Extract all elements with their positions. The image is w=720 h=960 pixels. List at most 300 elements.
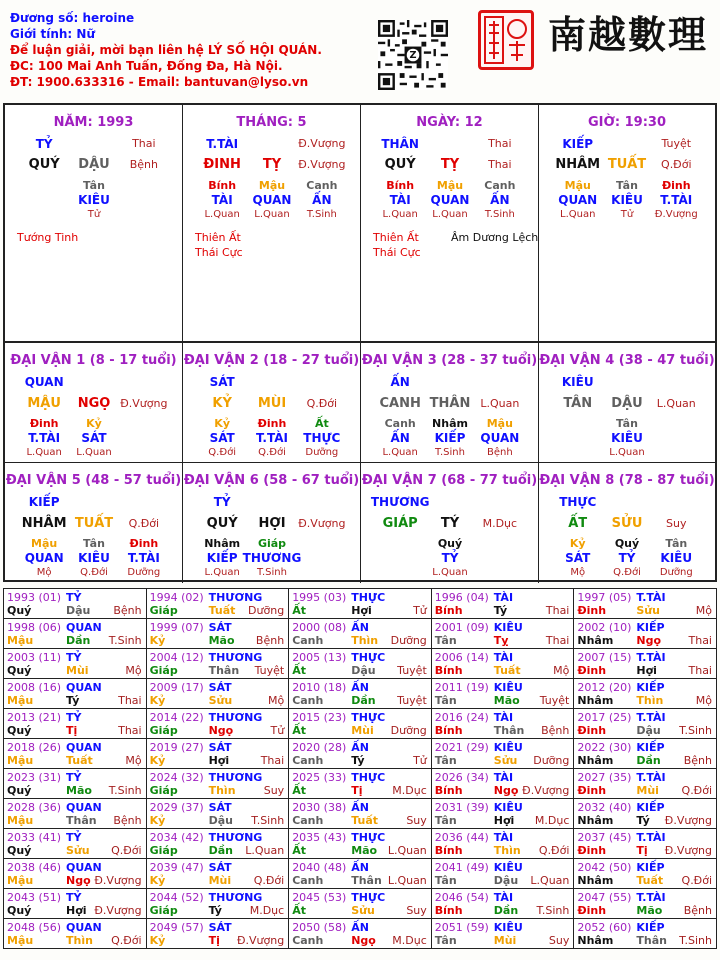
- year-stem: Nhâm: [577, 814, 614, 827]
- year-cell: [146, 739, 289, 769]
- hidden-ten-god: KIÊU: [660, 551, 693, 565]
- year-cell: [574, 889, 717, 919]
- year-cell: [289, 739, 432, 769]
- year-cell: [574, 769, 717, 799]
- phase-label: Đ.Vượng: [298, 137, 346, 150]
- year-stem: Tân: [434, 874, 457, 887]
- header-line: Đương số: heroine: [10, 11, 135, 25]
- year-ten-god: TỶ: [66, 891, 82, 904]
- ten-god-label: T.TÀI: [206, 137, 239, 151]
- year-branch: Ngọ: [351, 934, 376, 947]
- year-stem: Mậu: [7, 814, 34, 827]
- year-label: 2037 (45): [577, 831, 632, 844]
- earthly-branch: TỴ: [262, 157, 282, 172]
- year-label: 2006 (14): [434, 651, 489, 664]
- year-phase: Mộ: [125, 664, 142, 677]
- year-phase: Tuyệt: [397, 664, 427, 677]
- year-branch: Hợi: [636, 664, 657, 677]
- year-label: 2051 (59): [434, 921, 489, 934]
- year-cell-content: [574, 919, 716, 948]
- dai-van-branch: TUẤT: [74, 516, 114, 531]
- dai-van-branch: TÝ: [440, 516, 460, 531]
- hidden-stem: Đinh: [661, 179, 691, 192]
- year-cell-content: [432, 859, 574, 888]
- year-phase: Bệnh: [683, 754, 712, 767]
- year-ten-god: KIÊU: [493, 861, 523, 874]
- year-branch: Hợi: [208, 754, 230, 767]
- year-cell-content: [289, 649, 431, 678]
- earthly-branch: TUẤT: [607, 157, 647, 172]
- year-cell-content: [289, 589, 431, 618]
- year-cell: [146, 829, 289, 859]
- hidden-ten-god: ẤN: [312, 193, 332, 207]
- year-phase: Thai: [688, 664, 712, 677]
- header-line: Để luận giải, mời bạn liên hệ LÝ SỐ HỘI QUÁN.: [10, 43, 322, 57]
- year-branch: Tị: [636, 844, 648, 857]
- year-ten-god: QUAN: [66, 681, 102, 694]
- year-ten-god: THỰC: [351, 711, 386, 724]
- year-row: [4, 799, 717, 829]
- year-row: [4, 649, 717, 679]
- year-cell: [146, 889, 289, 919]
- dai-van-ten-god: TỶ: [213, 495, 231, 509]
- year-branch: Tị: [66, 724, 78, 737]
- year-cell: [146, 859, 289, 889]
- hidden-stem: Tân: [665, 537, 688, 550]
- spirit-star: Thiên Ất: [373, 231, 419, 244]
- year-cell: [574, 829, 717, 859]
- year-cell: [146, 799, 289, 829]
- year-cell: [431, 889, 574, 919]
- year-phase: M.Dục: [534, 814, 570, 827]
- year-ten-god: TÀI: [493, 771, 514, 784]
- year-ten-god: THƯƠNG: [208, 891, 263, 904]
- year-branch: Thìn: [493, 844, 521, 857]
- year-cell: [4, 649, 147, 679]
- hidden-stem: Kỷ: [569, 537, 586, 550]
- year-cell-content: [4, 889, 146, 918]
- year-label: 2045 (53): [292, 891, 347, 904]
- year-phase: Đ.Vượng: [522, 784, 570, 797]
- year-stem: Canh: [292, 874, 324, 887]
- year-phase: M.Dục: [249, 904, 285, 917]
- year-cell: [146, 649, 289, 679]
- year-label: 2048 (56): [7, 921, 62, 934]
- year-label: 2046 (54): [434, 891, 489, 904]
- dai-van-branch: NGỌ: [77, 396, 111, 411]
- year-cell: [431, 619, 574, 649]
- year-stem: Nhâm: [577, 754, 614, 767]
- dai-van-phase: Q.Đới: [306, 397, 338, 410]
- year-ten-god: T.TÀI: [636, 591, 666, 604]
- year-cell-content: [574, 649, 716, 678]
- dai-van-branch: SỬU: [611, 516, 643, 531]
- hidden-ten-god: ẤN: [490, 193, 510, 207]
- year-branch: Tuất: [66, 754, 93, 767]
- year-branch: Hợi: [66, 904, 87, 917]
- year-phase: L.Quan: [245, 844, 285, 857]
- year-cell: [4, 679, 147, 709]
- year-label: 2004 (12): [149, 651, 204, 664]
- four-pillars-panel: [3, 103, 717, 343]
- year-cell: [146, 589, 289, 619]
- year-cell: [574, 619, 717, 649]
- year-branch: Dần: [208, 844, 233, 857]
- year-ten-god: KIẾP: [636, 621, 665, 634]
- dai-van-stem: MẬU: [27, 396, 61, 411]
- dai-van-stem: GIÁP: [382, 516, 418, 531]
- header-line: ĐC: 100 Mai Anh Tuấn, Đống Đa, Hà Nội.: [10, 59, 283, 73]
- year-ten-god: KIẾP: [636, 681, 665, 694]
- year-phase: Tuyệt: [397, 694, 427, 707]
- year-cell-content: [147, 799, 289, 828]
- qr-code-icon: [378, 20, 448, 90]
- year-label: 2019 (27): [149, 741, 204, 754]
- year-cell: [431, 769, 574, 799]
- year-phase: Thai: [118, 724, 142, 737]
- year-stem: Giáp: [149, 604, 178, 617]
- year-label: 2009 (17): [149, 681, 204, 694]
- year-stem: Bính: [434, 784, 463, 797]
- year-cell-content: [289, 619, 431, 648]
- year-branch: Ngọ: [66, 874, 91, 887]
- hidden-phase: Tử: [620, 209, 634, 220]
- hidden-stem: Giáp: [257, 537, 287, 550]
- dai-van-title: ĐẠI VẬN 2 (18 - 27 tuổi): [183, 353, 360, 368]
- year-row: [4, 619, 717, 649]
- year-ten-god: QUAN: [66, 921, 102, 934]
- hidden-ten-god: KIÊU: [78, 551, 110, 565]
- hidden-ten-god: KIÊU: [611, 431, 643, 445]
- year-cell-content: [432, 709, 574, 738]
- year-label: 1995 (03): [292, 591, 347, 604]
- hidden-ten-god: SÁT: [81, 431, 107, 445]
- chart-header: [10, 10, 380, 90]
- year-cell-content: [574, 829, 716, 858]
- year-ten-god: SÁT: [208, 801, 232, 814]
- dai-van-phase: L.Quan: [656, 397, 696, 410]
- year-branch: Thân: [66, 814, 97, 827]
- year-branch: Dậu: [351, 664, 376, 677]
- dai-van-stem: KỶ: [212, 396, 232, 411]
- year-branch: Thân: [636, 934, 667, 947]
- year-row: [4, 859, 717, 889]
- year-phase: Suy: [263, 784, 285, 797]
- year-ten-god: KIẾP: [636, 741, 665, 754]
- year-stem: Tân: [434, 814, 457, 827]
- year-ten-god: TỶ: [66, 591, 82, 604]
- year-stem: Mậu: [7, 694, 34, 707]
- header-line: ĐT: 1900.633316 - Email: bantuvan@lyso.vn: [10, 75, 309, 89]
- hidden-phase: T.Sinh: [257, 567, 287, 578]
- year-label: 2052 (60): [577, 921, 632, 934]
- year-stem: Bính: [434, 724, 463, 737]
- year-cell-content: [432, 829, 574, 858]
- year-cell: [146, 769, 289, 799]
- year-label: 2026 (34): [434, 771, 489, 784]
- pillar-title: GIỜ: 19:30: [588, 115, 666, 130]
- spirit-star: Thái Cực: [373, 246, 421, 259]
- year-cell: [4, 829, 147, 859]
- dai-van-title: ĐẠI VẬN 7 (68 - 77 tuổi): [361, 473, 538, 488]
- dai-van-phase: M.Dục: [482, 517, 518, 530]
- hidden-phase: Dưỡng: [305, 447, 339, 458]
- year-cell-content: [147, 859, 289, 888]
- year-phase: Mộ: [267, 694, 285, 707]
- year-branch: Dậu: [66, 604, 91, 617]
- hidden-ten-god: THƯƠNG: [242, 551, 302, 565]
- heavenly-stem: QUÝ: [28, 157, 60, 172]
- hidden-ten-god: SÁT: [209, 431, 235, 445]
- year-stem: Đinh: [577, 844, 607, 857]
- year-cell-content: [574, 739, 716, 768]
- year-stem: Giáp: [149, 904, 178, 917]
- year-label: 2007 (15): [577, 651, 632, 664]
- dai-van-title: ĐẠI VẬN 8 (78 - 87 tuổi): [539, 473, 715, 488]
- year-branch: Tý: [493, 604, 508, 617]
- year-cell-content: [432, 619, 574, 648]
- phase-label: Tuyệt: [661, 137, 692, 150]
- hidden-stem: Ất: [314, 417, 329, 430]
- year-stem: Kỷ: [149, 934, 166, 947]
- hidden-ten-god: TÀI: [211, 193, 233, 207]
- year-label: 2036 (44): [434, 831, 489, 844]
- year-cell-content: [4, 829, 146, 858]
- year-branch: Sửu: [66, 844, 90, 857]
- year-phase: L.Quan: [530, 874, 570, 887]
- year-cell: [146, 679, 289, 709]
- year-cell-content: [574, 859, 716, 888]
- year-cell-content: [147, 709, 289, 738]
- year-branch: Mão: [351, 844, 378, 857]
- hidden-phase: Q.Đới: [208, 447, 237, 458]
- year-cell-content: [4, 739, 146, 768]
- hidden-stem: Đinh: [129, 537, 159, 550]
- year-cell: [431, 799, 574, 829]
- year-cell: [289, 919, 432, 949]
- year-label: 1993 (01): [7, 591, 62, 604]
- dai-van-ten-god: THỰC: [559, 495, 597, 509]
- year-ten-god: KIÊU: [493, 801, 523, 814]
- hidden-ten-god: T.TÀI: [127, 551, 160, 565]
- dai-van-cell: [361, 343, 539, 463]
- year-label: 2034 (42): [149, 831, 204, 844]
- year-cell: [4, 919, 147, 949]
- year-branch: Tị: [351, 784, 363, 797]
- year-cell: [574, 859, 717, 889]
- year-phase: Bệnh: [113, 604, 142, 617]
- dai-van-phase: Đ.Vượng: [298, 517, 346, 530]
- hidden-phase: Dưỡng: [127, 567, 161, 578]
- year-branch: Ngọ: [208, 724, 234, 737]
- year-row: [4, 919, 717, 949]
- year-stem: Đinh: [577, 784, 607, 797]
- year-branch: Dậu: [493, 874, 519, 887]
- year-stem: Đinh: [577, 724, 607, 737]
- year-phase: Bệnh: [683, 904, 712, 917]
- year-phase: Tử: [413, 754, 427, 767]
- year-ten-god: KIÊU: [493, 921, 523, 934]
- year-label: 2042 (50): [577, 861, 632, 874]
- year-cell-content: [4, 589, 146, 618]
- hidden-ten-god: T.TÀI: [660, 193, 693, 207]
- svg-text:Z: Z: [409, 50, 417, 62]
- dai-van-branch: MÙI: [257, 396, 287, 411]
- dai-van-cell: [5, 343, 183, 463]
- year-stem: Nhâm: [577, 874, 614, 887]
- year-label: 2012 (20): [577, 681, 632, 694]
- year-phase: Mộ: [125, 754, 142, 767]
- year-phase: Thai: [260, 754, 285, 767]
- dai-van-phase: Suy: [666, 517, 687, 530]
- heavenly-stem: QUÝ: [384, 157, 416, 172]
- hidden-stem: Kỷ: [86, 417, 102, 430]
- year-phase: Tử: [270, 724, 285, 737]
- year-branch: Mùi: [66, 664, 89, 677]
- year-cell: [4, 859, 147, 889]
- year-label: 2010 (18): [292, 681, 347, 694]
- earthly-branch: TỴ: [440, 157, 460, 172]
- year-label: 2031 (39): [434, 801, 489, 814]
- year-cell-content: [147, 619, 289, 648]
- year-phase: Q.Đới: [681, 874, 712, 887]
- year-branch: Mùi: [493, 934, 517, 947]
- year-cell: [431, 709, 574, 739]
- year-cell-content: [432, 589, 574, 618]
- dai-van-panel: [3, 341, 717, 582]
- year-cell: [4, 769, 147, 799]
- year-branch: Mão: [66, 784, 92, 797]
- dai-van-stem: ẤT: [568, 516, 588, 531]
- hidden-stem: Đinh: [257, 417, 287, 430]
- dai-van-title: ĐẠI VẬN 5 (48 - 57 tuổi): [5, 473, 182, 488]
- year-label: 2001 (09): [434, 621, 489, 634]
- year-ten-god: THỰC: [351, 831, 386, 844]
- annual-luck-table: [3, 588, 717, 949]
- hidden-phase: L.Quan: [382, 209, 418, 220]
- year-ten-god: T.TÀI: [636, 771, 666, 784]
- year-label: 2011 (19): [434, 681, 489, 694]
- hidden-stem: Tân: [616, 417, 638, 430]
- year-ten-god: SÁT: [208, 741, 232, 754]
- year-branch: Dần: [636, 754, 661, 767]
- pillar-column: [361, 105, 539, 341]
- hidden-phase: L.Quan: [204, 567, 240, 578]
- year-cell-content: [574, 679, 716, 708]
- header-line: Giới tính: Nữ: [10, 27, 95, 41]
- dai-van-phase: Q.Đới: [128, 517, 160, 530]
- year-label: 2041 (49): [434, 861, 489, 874]
- year-phase: Suy: [406, 814, 427, 827]
- dai-van-stem: NHÂM: [21, 516, 67, 531]
- year-ten-god: SÁT: [208, 861, 232, 874]
- growth-phase: Bệnh: [129, 158, 158, 171]
- hidden-ten-god: T.TÀI: [28, 431, 61, 445]
- year-label: 2014 (22): [149, 711, 204, 724]
- year-cell-content: [147, 739, 289, 768]
- year-label: 2028 (36): [7, 801, 62, 814]
- year-cell-content: [4, 619, 146, 648]
- year-ten-god: T.TÀI: [636, 831, 666, 844]
- year-phase: T.Sinh: [679, 724, 712, 737]
- ten-god-label: THÂN: [381, 137, 419, 151]
- spirit-star: Âm Dương Lệch: [451, 231, 539, 244]
- year-stem: Tân: [434, 754, 457, 767]
- year-ten-god: T.TÀI: [636, 711, 666, 724]
- year-stem: Canh: [292, 694, 324, 707]
- year-ten-god: TÀI: [493, 711, 514, 724]
- year-phase: L.Quan: [387, 844, 427, 857]
- year-phase: Q.Đới: [253, 874, 285, 887]
- year-phase: Tuyệt: [254, 664, 285, 677]
- dai-van-title: ĐẠI VẬN 6 (58 - 67 tuổi): [183, 473, 360, 488]
- year-cell: [574, 709, 717, 739]
- year-phase: Đ.Vượng: [94, 874, 142, 887]
- year-phase: Q.Đới: [681, 784, 712, 797]
- year-cell: [431, 649, 574, 679]
- year-branch: Dần: [66, 634, 91, 647]
- hidden-stem: Mậu: [31, 537, 58, 550]
- year-ten-god: TÀI: [493, 651, 514, 664]
- dai-van-title: ĐẠI VẬN 4 (38 - 47 tuổi): [539, 353, 715, 368]
- year-phase: Suy: [548, 934, 570, 947]
- year-stem: Đinh: [577, 664, 607, 677]
- year-stem: Nhâm: [577, 934, 614, 947]
- year-phase: Thai: [118, 694, 142, 707]
- year-stem: Ất: [292, 784, 306, 797]
- year-ten-god: THƯƠNG: [208, 771, 263, 784]
- year-cell-content: [432, 679, 574, 708]
- year-cell-content: [147, 769, 289, 798]
- year-phase: Dưỡng: [390, 634, 427, 647]
- hidden-phase: Mộ: [36, 567, 52, 578]
- hidden-stem: Canh: [384, 417, 416, 430]
- year-branch: Tuất: [493, 664, 521, 677]
- year-label: 2024 (32): [149, 771, 204, 784]
- year-row: [4, 739, 717, 769]
- year-branch: Tý: [636, 814, 650, 827]
- year-label: 2033 (41): [7, 831, 62, 844]
- growth-phase: Q.Đới: [661, 158, 692, 171]
- earthly-branch: DẬU: [78, 157, 110, 172]
- year-ten-god: QUAN: [66, 621, 102, 634]
- hidden-phase: T.Sinh: [435, 447, 465, 458]
- year-cell-content: [432, 649, 574, 678]
- year-cell-content: [432, 799, 574, 828]
- year-cell: [289, 859, 432, 889]
- year-cell: [574, 919, 717, 949]
- year-cell: [289, 619, 432, 649]
- year-branch: Mão: [636, 904, 663, 917]
- year-ten-god: THƯƠNG: [208, 591, 263, 604]
- heavenly-stem: ĐINH: [203, 157, 241, 172]
- dai-van-ten-god: ẤN: [390, 375, 410, 389]
- phase-label: Thai: [488, 137, 512, 150]
- hidden-ten-god: TÀI: [389, 193, 411, 207]
- dai-van-cell: [183, 463, 361, 583]
- year-stem: Bính: [434, 664, 463, 677]
- year-branch: Dần: [351, 694, 376, 707]
- year-stem: Giáp: [149, 844, 178, 857]
- dai-van-stem: CANH: [379, 396, 421, 411]
- year-row: [4, 769, 717, 799]
- year-stem: Canh: [292, 814, 324, 827]
- year-row: [4, 829, 717, 859]
- dai-van-phase: L.Quan: [480, 397, 520, 410]
- year-cell: [4, 799, 147, 829]
- year-label: 2017 (25): [577, 711, 632, 724]
- year-branch: Sửu: [208, 694, 233, 707]
